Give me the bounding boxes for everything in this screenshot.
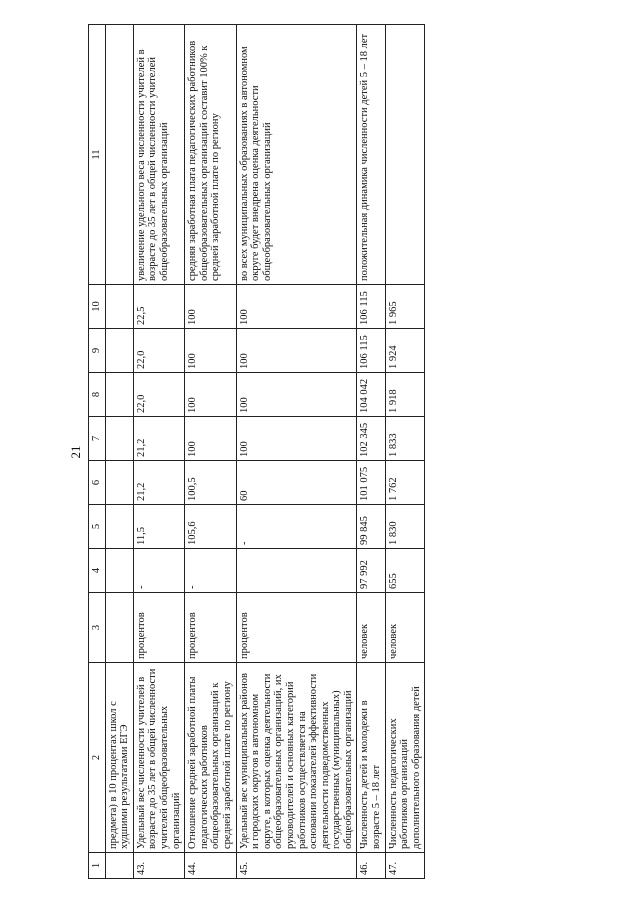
column-header: 2 xyxy=(89,663,106,853)
expected-result xyxy=(105,25,133,285)
column-header: 4 xyxy=(89,549,106,593)
value-col8: 104 042 xyxy=(357,373,385,417)
table-row xyxy=(357,25,385,879)
value-col4: - xyxy=(133,549,184,593)
unit: человек xyxy=(385,593,425,663)
column-header: 3 xyxy=(89,593,106,663)
value-col10 xyxy=(105,285,133,329)
value-col9: 100 xyxy=(185,329,236,373)
value-col7: 102 345 xyxy=(357,417,385,461)
row-number: 43. xyxy=(133,853,184,879)
unit: процентов xyxy=(236,593,357,663)
indicator-table xyxy=(88,24,425,879)
value-col9: 100 xyxy=(236,329,357,373)
value-col4: 97 992 xyxy=(357,549,385,593)
value-col7: 1 833 xyxy=(385,417,425,461)
value-col6: 100,5 xyxy=(185,461,236,505)
table-row xyxy=(385,25,425,879)
value-col8: 22,0 xyxy=(133,373,184,417)
indicator-name: предмета) в 10 процентах школ с худшими результатами ЕГЭ xyxy=(105,663,133,853)
value-col5: 1 830 xyxy=(385,505,425,549)
expected-result xyxy=(385,25,425,285)
value-col8: 100 xyxy=(236,373,357,417)
value-col5 xyxy=(105,505,133,549)
value-col4: - xyxy=(185,549,236,593)
value-col8: 100 xyxy=(185,373,236,417)
value-col9: 106 115 xyxy=(357,329,385,373)
expected-result: средняя заработная плата педагогических работников общеобразовательных организаций составит 100% к средней заработной плате по региону xyxy=(185,25,236,285)
indicator-name: Удельный вес муниципальных районов и городских округов в автономном округе, в которых оценка деятельности общеобразовательных организаций, их руководителей и основных категорий работников осуществляется на основании показателей эффективности деятельности подведомственных государственных (муниципальных) общеобразовательных организаций xyxy=(236,663,357,853)
row-number: 46. xyxy=(357,853,385,879)
column-header: 5 xyxy=(89,505,106,549)
page-number: 21 xyxy=(68,445,83,459)
value-col9: 22,0 xyxy=(133,329,184,373)
value-col7: 100 xyxy=(185,417,236,461)
row-number: 44. xyxy=(185,853,236,879)
value-col6: 1 762 xyxy=(385,461,425,505)
row-number: 47. xyxy=(385,853,425,879)
value-col10: 1 965 xyxy=(385,285,425,329)
column-header: 8 xyxy=(89,373,106,417)
expected-result: положительная динамика численности детей 5 – 18 лет xyxy=(357,25,385,285)
expected-result: во всех муниципальных образованиях в автономном округе будет внедрена оценка деятельности общеобразовательных организаций xyxy=(236,25,357,285)
value-col10: 106 115 xyxy=(357,285,385,329)
value-col8 xyxy=(105,373,133,417)
value-col5: 105,6 xyxy=(185,505,236,549)
table-row xyxy=(133,25,184,879)
indicator-name: Отношение средней заработной платы педагогических работников общеобразовательных организаций к средней заработной плате по региону xyxy=(185,663,236,853)
column-header: 6 xyxy=(89,461,106,505)
indicator-name: Численность детей и молодежи в возрасте 5 – 18 лет xyxy=(357,663,385,853)
value-col9: 1 924 xyxy=(385,329,425,373)
value-col6: 60 xyxy=(236,461,357,505)
value-col5: 11,5 xyxy=(133,505,184,549)
rotated-page-content xyxy=(68,17,560,887)
table-header-row xyxy=(89,25,106,879)
value-col10: 22,5 xyxy=(133,285,184,329)
value-col7: 100 xyxy=(236,417,357,461)
column-header: 9 xyxy=(89,329,106,373)
value-col4: 655 xyxy=(385,549,425,593)
table-row xyxy=(236,25,357,879)
unit: человек xyxy=(357,593,385,663)
column-header: 10 xyxy=(89,285,106,329)
row-number: 45. xyxy=(236,853,357,879)
value-col6 xyxy=(105,461,133,505)
unit xyxy=(105,593,133,663)
indicator-name: Численность педагогических работников организаций дополнительного образования детей xyxy=(385,663,425,853)
value-col4 xyxy=(105,549,133,593)
value-col10: 100 xyxy=(185,285,236,329)
value-col5: 99 845 xyxy=(357,505,385,549)
value-col6: 101 075 xyxy=(357,461,385,505)
value-col5: - xyxy=(236,505,357,549)
value-col6: 21,2 xyxy=(133,461,184,505)
unit: процентов xyxy=(185,593,236,663)
value-col9 xyxy=(105,329,133,373)
column-header: 7 xyxy=(89,417,106,461)
value-col7 xyxy=(105,417,133,461)
value-col10: 100 xyxy=(236,285,357,329)
unit: процентов xyxy=(133,593,184,663)
value-col8: 1 918 xyxy=(385,373,425,417)
value-col4 xyxy=(236,549,357,593)
column-header: 1 xyxy=(89,853,106,879)
table-row xyxy=(185,25,236,879)
indicator-name: Удельный вес численности учителей в возрасте до 35 лет в общей численности учителей общеобразовательных организаций xyxy=(133,663,184,853)
expected-result: увеличение удельного веса численности учителей в возрасте до 35 лет в общей численности учителей общеобразовательных организаций xyxy=(133,25,184,285)
table-row xyxy=(105,25,133,879)
value-col7: 21,2 xyxy=(133,417,184,461)
column-header: 11 xyxy=(89,25,106,285)
row-number xyxy=(105,853,133,879)
